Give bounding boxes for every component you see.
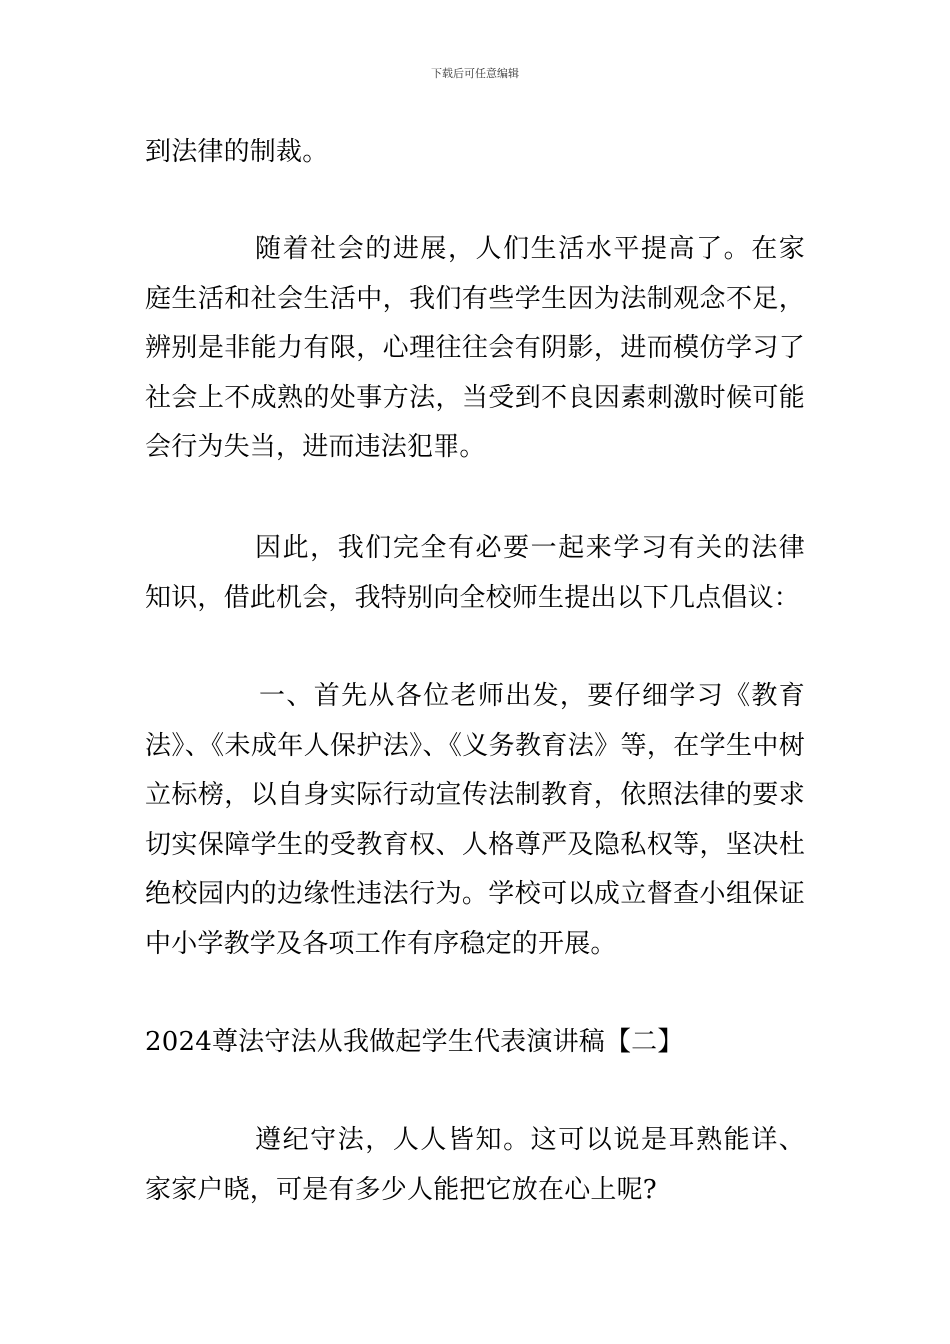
paragraph-social-progress: 随着社会的进展，人们生活水平提高了。在家庭生活和社会生活中，我们有些学生因为法制观念不足，辨别是非能力有限，心理往往会有阴影，进而模仿学习了社会上不成熟的处事方法，当受到不良因素刺激时候可能会行为失当，进而违法犯罪。	[145, 234, 805, 462]
paragraph-proposal-intro: 因此，我们完全有必要一起来学习有关的法律知识，借此机会，我特别向全校师生提出以下几点倡议：	[145, 533, 805, 613]
page-header-note: 下载后可任意编辑	[431, 67, 519, 80]
paragraph-continuation: 到法律的制裁。	[145, 137, 329, 167]
section-heading: 2024尊法守法从我做起学生代表演讲稿【二】	[145, 1027, 684, 1057]
paragraph-proposal-one: 一、首先从各位老师出发，要仔细学习《教育法》、《未成年人保护法》、《义务教育法》等，在学生中树立标榜，以自身实际行动宣传法制教育，依照法律的要求切实保障学生的受教育权、人格尊严及隐私权等，坚决杜绝校园内的边缘性违法行为。学校可以成立督查小组保证中小学教学及各项工作有序稳定的开展。	[145, 681, 805, 959]
paragraph-discipline: 遵纪守法，人人皆知。这可以说是耳熟能详、家家户晓，可是有多少人能把它放在心上呢?	[145, 1125, 805, 1205]
